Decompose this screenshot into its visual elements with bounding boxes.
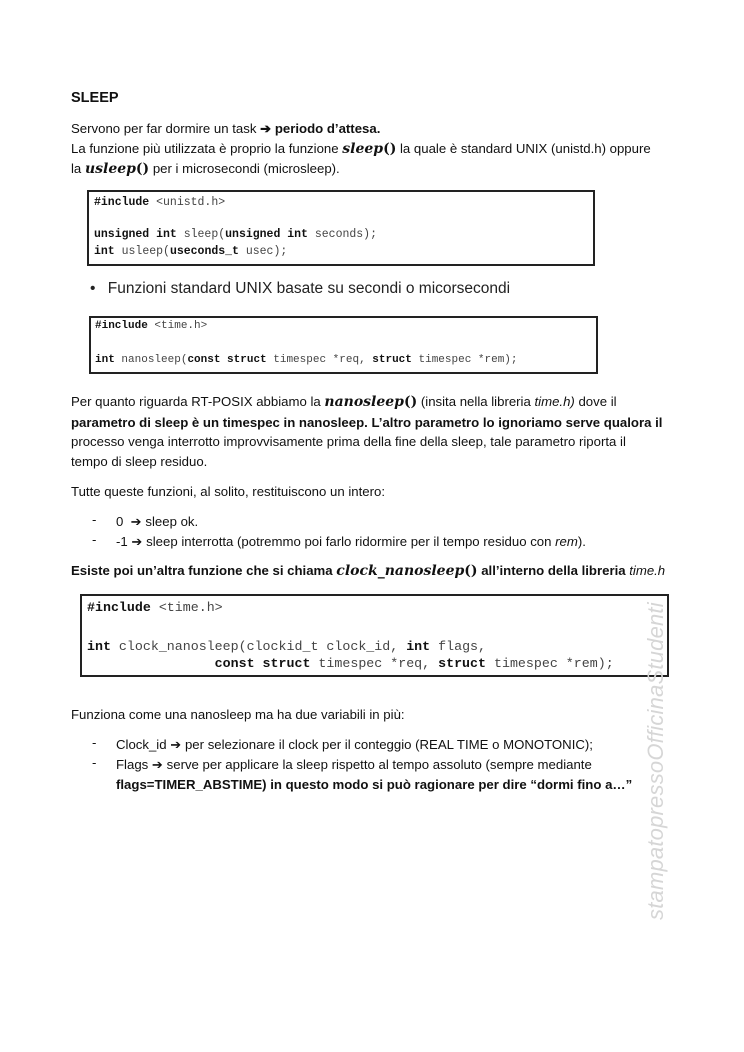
code-text: <unistd.h> xyxy=(149,196,226,209)
function-name-clock-nanosleep: clock_nanosleep xyxy=(336,563,465,579)
clock-intro xyxy=(71,561,665,581)
code-text: <time.h> xyxy=(147,320,208,332)
code-keyword: int xyxy=(406,639,431,654)
library-name: time.h) xyxy=(534,394,575,409)
code-text: usec); xyxy=(238,245,288,258)
section-title: SLEEP xyxy=(71,90,119,106)
rtposix-line-4 xyxy=(71,452,207,472)
list-item xyxy=(116,755,592,775)
paragraph-text: processo venga interrotto improvvisamente prima della fine della sleep, tale parametro riporta il xyxy=(71,434,626,449)
paragraph-bold-text: all’interno della libreria xyxy=(477,563,630,578)
list-item-text: per selezionare il clock per il conteggio (REAL TIME o MONOTONIC); xyxy=(181,737,593,752)
return-value: 0 xyxy=(116,514,124,529)
paragraph-bold-text: Esiste poi un’altra funzione che si chiama xyxy=(71,563,337,578)
code-text: flags, xyxy=(430,639,487,654)
list-item xyxy=(116,735,593,755)
list-item-text: sleep interrotta (potremmo poi farlo ridormire per il tempo residuo con xyxy=(142,534,556,549)
code-line xyxy=(87,656,614,671)
intro-text: Servono per far dormire un task xyxy=(71,121,261,136)
list-dash: - xyxy=(92,512,97,527)
code-keyword: struct xyxy=(372,354,412,366)
function-parens: () xyxy=(135,161,150,177)
param-name: rem xyxy=(555,534,578,549)
list-item-continuation xyxy=(116,775,632,795)
bullet-heading xyxy=(90,280,510,298)
intro-text: La funzione più utilizzata è proprio la funzione xyxy=(71,141,343,156)
code-keyword: int xyxy=(94,245,115,258)
list-item-bold-text: flags=TIMER_ABSTIME) in questo modo si può ragionare per dire “dormi fino a…” xyxy=(116,777,633,792)
watermark: stampatopressoOfficinaStudenti xyxy=(643,602,668,920)
intro-line-3 xyxy=(71,159,340,179)
code-keyword: #include xyxy=(95,320,148,332)
arrow-icon: ➔ xyxy=(170,737,182,752)
code-block-clock-nanosleep xyxy=(80,594,669,677)
code-keyword: const struct xyxy=(214,656,311,671)
code-text: seconds); xyxy=(307,228,377,241)
function-name-sleep: sleep xyxy=(342,141,384,157)
arrow-icon: ➔ xyxy=(260,121,272,136)
code-text: nanosleep( xyxy=(114,354,188,366)
function-parens: () xyxy=(383,141,397,157)
function-parens: () xyxy=(403,394,418,410)
library-name: time.h xyxy=(629,563,666,578)
code-text: clock_nanosleep(clockid_t clock_id, xyxy=(110,639,407,654)
code-keyword: struct xyxy=(438,656,486,671)
intro-text: la xyxy=(71,161,85,176)
list-item xyxy=(116,532,586,552)
code-text: timespec *req, xyxy=(310,656,439,671)
list-item-text: ). xyxy=(577,534,586,549)
paragraph-text: Per quanto riguarda RT-POSIX abbiamo la xyxy=(71,394,325,409)
code-text: timespec *rem); xyxy=(486,656,614,671)
code-block-nanosleep xyxy=(89,316,598,374)
paragraph-text: (insita nella libreria xyxy=(417,394,535,409)
code-keyword: unsigned int xyxy=(225,228,308,241)
rtposix-line-3 xyxy=(71,432,626,452)
intro-text: per i microsecondi (microsleep). xyxy=(149,161,340,176)
code-text: sleep( xyxy=(176,228,226,241)
paragraph-bold-text: parametro di sleep è un timespec in nanosleep. L’altro parametro lo ignoriamo serve qualora il xyxy=(71,415,663,430)
code-line xyxy=(94,228,377,241)
code-keyword: #include xyxy=(87,600,151,615)
code-text: usleep( xyxy=(114,245,170,258)
list-dash: - xyxy=(92,755,97,770)
paragraph-text: dove il xyxy=(574,394,617,409)
intro-bold-text: periodo d’attesa. xyxy=(271,121,381,136)
arrow-icon: ➔ xyxy=(131,534,143,549)
code-line xyxy=(87,600,223,615)
returns-intro: Tutte queste funzioni, al solito, restituiscono un intero: xyxy=(71,484,385,499)
function-name-usleep: usleep xyxy=(84,161,136,177)
code-keyword: const struct xyxy=(187,354,267,366)
code-line xyxy=(95,320,207,332)
code-line xyxy=(95,354,518,366)
code-line xyxy=(87,639,486,654)
code-keyword: unsigned int xyxy=(94,228,177,241)
rtposix-line-1 xyxy=(71,392,617,412)
code-text: timespec *req, xyxy=(266,354,373,366)
arrow-icon: ➔ xyxy=(151,757,163,772)
list-item xyxy=(116,512,198,532)
bullet-icon: • xyxy=(90,280,96,297)
rtposix-line-2 xyxy=(71,413,662,433)
code-keyword: #include xyxy=(94,196,150,209)
list-dash: - xyxy=(92,532,97,547)
arrow-icon: ➔ xyxy=(130,514,142,529)
function-parens: () xyxy=(464,563,478,579)
code-line xyxy=(94,196,225,209)
code-text: timespec *rem); xyxy=(411,354,518,366)
code-keyword: int xyxy=(87,639,111,654)
function-name-nanosleep: nanosleep xyxy=(324,394,404,410)
list-dash: - xyxy=(92,735,97,750)
clock-desc-intro: Funziona come una nanosleep ma ha due variabili in più: xyxy=(71,707,405,722)
code-block-unistd xyxy=(87,190,595,266)
code-text: <time.h> xyxy=(150,600,223,615)
intro-text: la quale è standard UNIX (unistd.h) oppure xyxy=(396,141,651,156)
list-item-text: serve per applicare la sleep rispetto al tempo assoluto (sempre mediante xyxy=(162,757,592,772)
code-line xyxy=(94,245,287,258)
list-item-text: sleep ok. xyxy=(141,514,199,529)
code-keyword: int xyxy=(95,354,115,366)
list-item-text: Clock_id xyxy=(116,737,171,752)
paragraph-text: tempo di sleep residuo. xyxy=(71,454,208,469)
code-indent xyxy=(87,656,215,671)
bullet-heading-text: Funzioni standard UNIX basate su secondi o micorsecondi xyxy=(107,280,511,297)
list-item-text: Flags xyxy=(116,757,152,772)
return-value: -1 xyxy=(116,534,128,549)
code-keyword: useconds_t xyxy=(169,245,239,258)
intro-line-2 xyxy=(71,139,651,159)
intro-line-1 xyxy=(71,119,380,139)
